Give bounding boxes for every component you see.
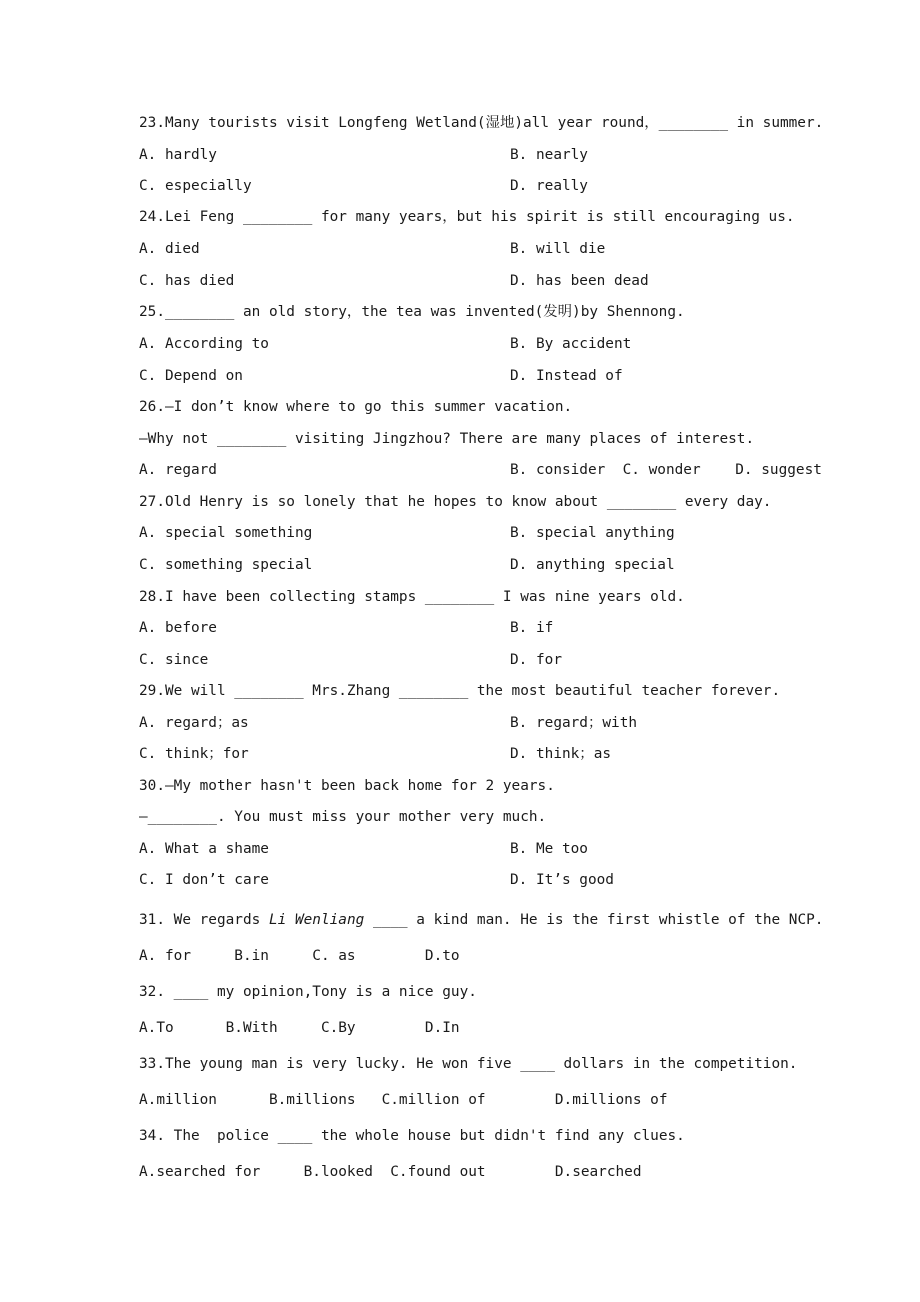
question-28-option-c: C. since [139, 652, 209, 668]
question-29-option-c: C. think；for [139, 746, 249, 762]
question-30-option-d: D. It’s good [510, 872, 614, 888]
question-30-option-b: B. Me too [510, 841, 588, 857]
question-30-option-c: C. I don’t care [139, 872, 269, 888]
question-24-stem: 24.Lei Feng ________ for many years，but his spirit is still encouraging us. [139, 209, 795, 225]
question-33-stem: 33.The young man is very lucky. He won five ____ dollars in the competition. [139, 1056, 798, 1072]
question-26-options-bcd: B. consider C. wonder D. suggest [510, 462, 822, 478]
question-28-stem: 28.I have been collecting stamps ________ I was nine years old. [139, 589, 685, 605]
question-23-option-c: C. especially [139, 178, 252, 194]
question-29-option-a: A. regard；as [139, 715, 249, 731]
question-23-stem: 23.Many tourists visit Longfeng Wetland(湿地)all year round，________ in summer. [139, 115, 824, 131]
question-29-option-b: B. regard；with [510, 715, 638, 731]
question-27-option-c: C. something special [139, 557, 313, 573]
question-25-option-c: C. Depend on [139, 368, 243, 384]
question-33-options: A.million B.millions C.million of D.millions of [139, 1092, 668, 1108]
question-31-person-name: Li Wenliang [268, 912, 365, 928]
question-27-stem: 27.Old Henry is so lonely that he hopes to know about ________ every day. [139, 494, 772, 510]
question-23-option-a: A. hardly [139, 147, 217, 163]
question-31-options: A. for B.in C. as D.to [139, 948, 460, 964]
question-29-option-d: D. think；as [510, 746, 612, 762]
question-25-stem: 25.________ an old story，the tea was invented(发明)by Shennong. [139, 304, 685, 320]
question-24-option-d: D. has been dead [510, 273, 649, 289]
question-30-option-a: A. What a shame [139, 841, 269, 857]
question-30-stem-line-1: 30.—My mother hasn't been back home for 2 years. [139, 778, 555, 794]
question-31-stem-pre: 31. We regards [139, 912, 269, 928]
question-23-option-d: D. really [510, 178, 588, 194]
question-27-option-d: D. anything special [510, 557, 675, 573]
question-31-stem [139, 911, 823, 929]
question-27-option-a: A. special something [139, 525, 313, 541]
question-34-stem: 34. The police ____ the whole house but didn't find any clues. [139, 1128, 685, 1144]
question-26-stem-line-1: 26.—I don’t know where to go this summer vacation. [139, 399, 573, 415]
question-34-options: A.searched for B.looked C.found out D.searched [139, 1164, 642, 1180]
question-31-stem-post: ____ a kind man. He is the first whistle of the NCP. [364, 912, 824, 928]
question-25-option-b: B. By accident [510, 336, 632, 352]
question-25-option-d: D. Instead of [510, 368, 623, 384]
question-26-stem-line-2: —Why not ________ visiting Jingzhou? There are many places of interest. [139, 431, 755, 447]
question-28-option-d: D. for [510, 652, 562, 668]
question-32-stem: 32. ____ my opinion,Tony is a nice guy. [139, 984, 477, 1000]
question-29-stem: 29.We will ________ Mrs.Zhang ________ the most beautiful teacher forever. [139, 683, 781, 699]
question-28-option-a: A. before [139, 620, 217, 636]
question-28-option-b: B. if [510, 620, 554, 636]
question-23-option-b: B. nearly [510, 147, 588, 163]
question-27-option-b: B. special anything [510, 525, 675, 541]
question-25-option-a: A. According to [139, 336, 269, 352]
question-32-options: A.To B.With C.By D.In [139, 1020, 460, 1036]
question-26-option-a: A. regard [139, 462, 217, 478]
question-24-option-c: C. has died [139, 273, 235, 289]
question-24-option-b: B. will die [510, 241, 606, 257]
question-24-option-a: A. died [139, 241, 200, 257]
question-30-stem-line-2: —________. You must miss your mother very much. [139, 809, 547, 825]
